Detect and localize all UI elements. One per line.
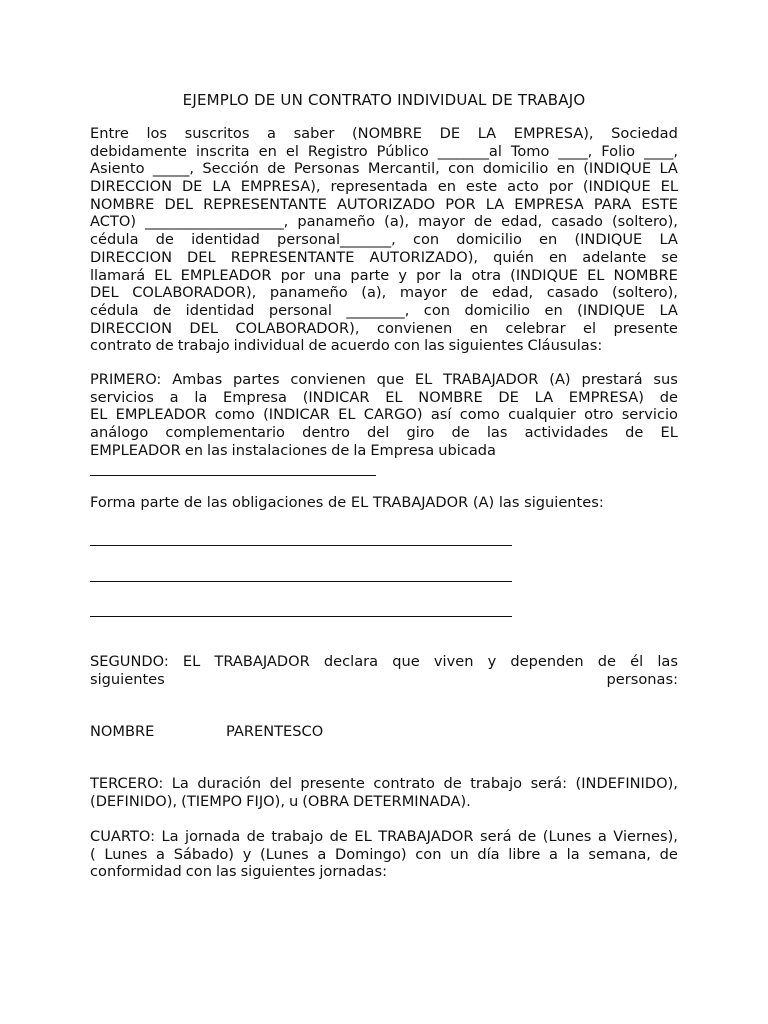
text-line: ( Lunes a Sábado) y (Lunes a Domingo) con un día libre a la semana, de bbox=[90, 845, 678, 863]
text-line: CUARTO: La jornada de trabajo de EL TRABAJADOR será de (Lunes a Viernes), bbox=[90, 828, 678, 845]
text-line: DIRECCION DE LA EMPRESA), representada en este acto por (INDIQUE EL bbox=[90, 178, 678, 196]
text-line: EL EMPLEADOR como (INDICAR EL CARGO) así como cualquier otro servicio bbox=[90, 406, 678, 424]
clause-primero bbox=[90, 371, 678, 459]
obligation-blank-line bbox=[90, 581, 512, 582]
obligation-blank-line bbox=[90, 616, 512, 617]
text-line: PRIMERO: Ambas partes convienen que EL TRABAJADOR (A) prestará sus bbox=[90, 371, 678, 388]
clause-segundo bbox=[90, 653, 678, 688]
text-line: NOMBRE DEL REPRESENTANTE AUTORIZADO POR LA EMPRESA PARA ESTE bbox=[90, 195, 678, 213]
text-line: ACTO) ___________________, panameño (a), mayor de edad, casado (soltero), bbox=[90, 213, 678, 231]
clause-cuarto bbox=[90, 828, 678, 881]
intro-paragraph bbox=[90, 125, 678, 355]
text-line: contrato de trabajo individual de acuerdo con las siguientes Cláusulas: bbox=[90, 337, 603, 355]
text-line: Entre los suscritos a saber (NOMBRE DE LA EMPRESA), Sociedad bbox=[90, 125, 678, 142]
address-blank-line bbox=[90, 475, 376, 476]
text-line: DIRECCION DEL REPRESENTANTE AUTORIZADO), quién en adelante se bbox=[90, 248, 678, 266]
table-header-nombre: NOMBRE bbox=[90, 723, 155, 740]
text-line: servicios a la Empresa (INDICAR EL NOMBRE DE LA EMPRESA) de bbox=[90, 388, 678, 406]
text-line: TERCERO: La duración del presente contrato de trabajo será: (INDEFINIDO), bbox=[90, 775, 678, 792]
text-line: siguientes personas: bbox=[90, 670, 678, 688]
text-line: EMPLEADOR en las instalaciones de la Empresa ubicada bbox=[90, 441, 496, 459]
obligation-blank-line bbox=[90, 545, 512, 546]
document-title: EJEMPLO DE UN CONTRATO INDIVIDUAL DE TRABAJO bbox=[182, 91, 586, 109]
clause-tercero bbox=[90, 775, 678, 810]
obligations-text: Forma parte de las obligaciones de EL TRABAJADOR (A) las siguientes: bbox=[90, 494, 604, 511]
text-line: DEL COLABORADOR), panameño (a), mayor de edad, casado (soltero), bbox=[90, 284, 678, 302]
text-line: (DEFINIDO), (TIEMPO FIJO), u (OBRA DETERMINADA). bbox=[90, 792, 471, 810]
text-line: SEGUNDO: EL TRABAJADOR declara que viven y dependen de él las bbox=[90, 653, 678, 670]
text-line: cédula de identidad personal_______, con domicilio en (INDIQUE LA bbox=[90, 231, 678, 249]
text-line: análogo complementario dentro del giro de las actividades de EL bbox=[90, 424, 678, 442]
text-line: cédula de identidad personal ________, con domicilio en (INDIQUE LA bbox=[90, 301, 678, 319]
text-line: llamará EL EMPLEADOR por una parte y por la otra (INDIQUE EL NOMBRE bbox=[90, 266, 678, 284]
text-line: debidamente inscrita en el Registro Público _______al Tomo ____, Folio ____, bbox=[90, 142, 678, 160]
table-header-parentesco: PARENTESCO bbox=[226, 723, 324, 740]
text-line: DIRECCION DEL COLABORADOR), convienen en celebrar el presente bbox=[90, 319, 678, 337]
text-line: Asiento _____, Sección de Personas Mercantil, con domicilio en (INDIQUE LA bbox=[90, 160, 678, 178]
text-line: conformidad con las siguientes jornadas: bbox=[90, 863, 387, 881]
